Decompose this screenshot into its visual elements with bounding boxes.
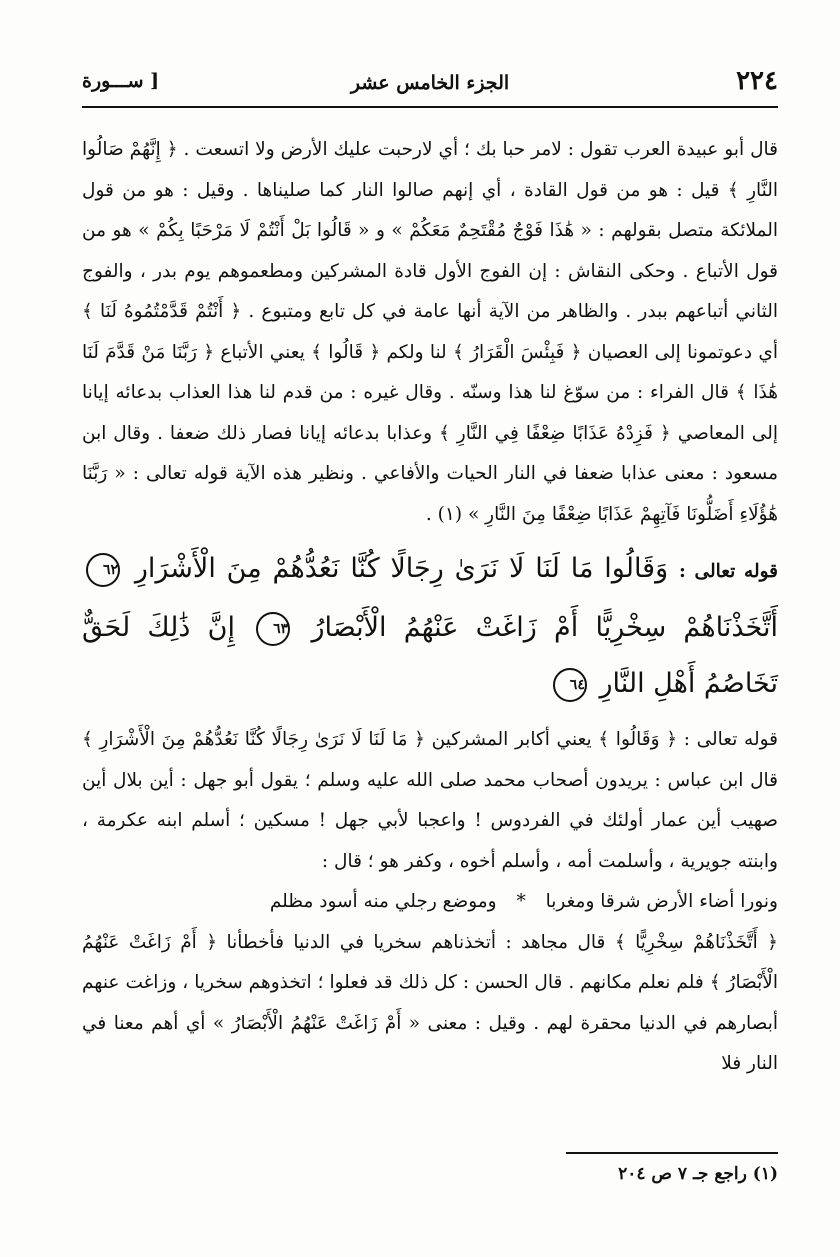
page-header bbox=[82, 62, 778, 106]
verse-text: أَتَّخَذْنَاهُمْ سِخْرِيًّا أَمْ زَاغَتْ عَنْهُمُ الْأَبْصَارُ bbox=[311, 612, 778, 643]
verse-number-marker: ٦٣ bbox=[256, 612, 290, 646]
page-number: ٢٢٤ bbox=[736, 66, 778, 96]
poem-second-hemistich: وموضع رجلي منه أسود مظلم bbox=[269, 891, 497, 912]
commentary-paragraph: ﴿ أَتَّخَذْنَاهُمْ سِخْرِيًّا ﴾ قال مجاهد : أتخذناهم سخريا في الدنيا فأخطأنا ﴿ أَمْ زَاغَتْ عَنْهُمُ الْأَبْصَارُ ﴾ فلم نعلم مكانهم . قال الحسن : كل ذلك قد فعلوا ؛ اتخذوهم سخريا ، وزاغت عنهم أبصارهم في الدنيا محقرة لهم . وقيل : معنى « أَمْ زَاغَتْ عَنْهُمُ الْأَبْصَارُ » أي أهم معنا في النار فلا bbox=[82, 931, 778, 1074]
surah-label: [ ســـورة bbox=[82, 70, 160, 92]
footnote-divider bbox=[566, 1152, 778, 1154]
commentary-paragraph: قوله تعالى : ﴿ وَقَالُوا ﴾ يعني أكابر المشركين ﴿ مَا لَنَا لَا نَرَىٰ رِجَالًا كُنَّا نَعُدُّهُمْ مِنَ الْأَشْرَارِ ﴾ قال ابن عباس : يريدون أصحاب محمد صلى الله عليه وسلم ؛ يقول أبو جهل : أين بلال أين صهيب أين عمار أولئك في الفردوس ! واعجبا لأبي جهل ! مسكين ؛ أسلم ابنه عكرمة ، وابنته جويرية ، وأسلمت أمه ، وأسلم أخوه ، وكفر هو ؛ قال : bbox=[82, 729, 778, 872]
header-divider bbox=[82, 106, 778, 108]
verse-number-marker: ٦٤ bbox=[553, 668, 587, 702]
quran-verse-block bbox=[82, 541, 778, 712]
verse-intro: قوله تعالى : bbox=[679, 561, 778, 582]
footnote: (١) راجع جـ ٧ ص ٢٠٤ bbox=[618, 1164, 778, 1184]
poem-verse bbox=[82, 882, 778, 923]
verse-number-marker: ٦٢ bbox=[86, 553, 120, 587]
verse-text: وَقَالُوا مَا لَنَا لَا نَرَىٰ رِجَالًا كُنَّا نَعُدُّهُمْ مِنَ الْأَشْرَارِ bbox=[134, 553, 669, 584]
verse-text: إِنَّ ذَٰلِكَ لَحَقٌّ تَخَاصُمُ أَهْلِ النَّارِ bbox=[82, 612, 778, 699]
part-title: الجزء الخامس عشر bbox=[350, 72, 510, 94]
poem-separator: * bbox=[516, 891, 526, 912]
commentary-paragraph: قال أبو عبيدة العرب تقول : لامر حبا بك ؛ أي لارحبت عليك الأرض ولا اتسعت . ﴿ إِنَّهُمْ صَالُوا النَّارِ ﴾ قيل : هو من قول القادة ، أي إنهم صالوا النار كما صليناها . وقيل : هو من قول الملائكة متصل بقولهم : « هَٰذَا فَوْجٌ مُقْتَحِمٌ مَعَكُمْ » و « قَالُوا بَلْ أَنْتُمْ لَا مَرْحَبًا بِكُمْ » هو من قول الأتباع . وحكى النقاش : إن الفوج الأول قادة المشركين ومطعموهم يوم بدر ، والفوج الثاني أتباعهم ببدر . والظاهر من الآية أنها عامة في كل تابع ومتبوع . ﴿ أَنْتُمْ قَدَّمْتُمُوهُ لَنَا ﴾ أي دعوتمونا إلى العصيان ﴿ فَبِئْسَ الْقَرَارُ ﴾ لنا ولكم ﴿ قَالُوا ﴾ يعني الأتباع ﴿ رَبَّنَا مَنْ قَدَّمَ لَنَا هَٰذَا ﴾ قال الفراء : من سوّغ لنا هذا وسنّه . وقال غيره : من قدم لنا هذا العذاب بدعائه إيانا إلى المعاصي ﴿ فَزِدْهُ عَذَابًا ضِعْفًا فِي النَّارِ ﴾ وعذابا بدعائه إيانا فصار ذلك ضعفا . وقال ابن مسعود : معنى عذابا ضعفا في النار الحيات والأفاعي . ونظير هذه الآية قوله تعالى : « رَبَّنَا هَٰؤُلَاءِ أَضَلُّونَا فَآتِهِمْ عَذَابًا ضِعْفًا مِنَ النَّارِ » (١) . bbox=[82, 139, 778, 525]
main-text bbox=[82, 130, 778, 1085]
poem-first-hemistich: ونورا أضاء الأرض شرقا ومغربا bbox=[545, 891, 778, 912]
